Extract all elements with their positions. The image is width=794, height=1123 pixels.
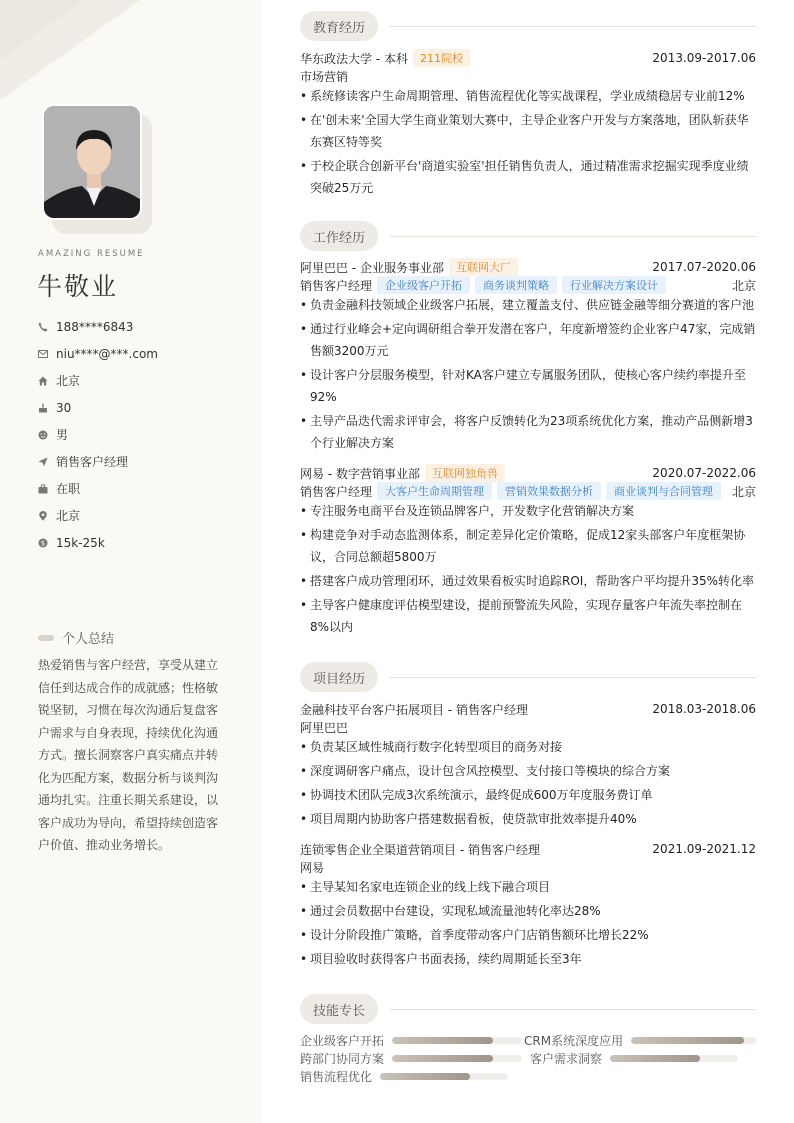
school-name: 华东政法大学 - 本科 — [300, 51, 408, 66]
project-header-row — [300, 700, 756, 718]
work-heading — [300, 221, 756, 251]
salary-text: 15k-25k — [56, 535, 105, 550]
list-item: • 主导某知名家电连锁企业的线上线下融合项目 — [300, 876, 756, 898]
project-company-row — [300, 718, 756, 736]
education-title: 教育经历 — [300, 11, 378, 41]
list-item: • 深度调研客户痛点，设计包含风控模型、支付接口等模块的综合方案 — [300, 760, 756, 782]
info-age — [38, 394, 248, 421]
project-company: 阿里巴巴 — [300, 720, 349, 735]
info-position — [38, 448, 248, 475]
skill-tag: 行业解决方案设计 — [562, 276, 666, 294]
job-company: 网易 - 数字营销事业部 — [300, 466, 420, 481]
portrait-image — [44, 106, 142, 220]
list-item: • 搭建客户成功管理闭环，通过效果看板实时追踪ROI，帮助客户平均提升35%转化率 — [300, 570, 756, 592]
section-divider — [390, 26, 756, 27]
project-header-row — [300, 840, 756, 858]
skill-item — [530, 1050, 738, 1066]
avatar — [42, 104, 142, 220]
corner-decoration-inner — [0, 0, 84, 60]
summary-title: 个人总结 — [62, 632, 115, 647]
info-salary — [38, 529, 248, 556]
avatar-photo — [42, 104, 142, 220]
skill-name: CRM系统深度应用 — [524, 1033, 624, 1048]
list-item: • 专注服务电商平台及连锁品牌客户，开发数字化营销解决方案 — [300, 500, 756, 522]
list-item: • 设计分阶段推广策略，首季度带动客户门店销售额环比增长22% — [300, 924, 756, 946]
project-bullets — [300, 736, 756, 832]
face-icon — [38, 430, 56, 440]
skill-name: 销售流程优化 — [300, 1069, 373, 1084]
section-divider — [390, 677, 756, 678]
job-header-row — [300, 464, 756, 482]
section-divider — [390, 1009, 756, 1010]
skills-heading — [300, 994, 756, 1024]
skill-bar — [631, 1037, 757, 1044]
list-item: • 于校企联合创新平台'商道实验室'担任销售负责人，通过精准需求挖掘实现季度业绩突破25万元 — [300, 155, 756, 199]
project-name: 金融科技平台客户拓展项目 - 销售客户经理 — [300, 702, 528, 717]
summary-bar-decoration — [38, 635, 54, 641]
job-role: 销售客户经理 — [300, 278, 373, 293]
skill-bar-fill — [631, 1037, 744, 1044]
projects-title: 项目经历 — [300, 662, 378, 692]
list-item: • 设计客户分层服务模型，针对KA客户建立专属服务团队，使核心客户续约率提升至92% — [300, 364, 756, 408]
major-row — [300, 67, 756, 85]
skill-item — [524, 1032, 757, 1048]
list-item: • 在'创未来'全国大学生商业策划大赛中，主导企业客户开发与方案落地，团队斩获华东赛区特等奖 — [300, 109, 756, 153]
job-tag: 互联网独角兽 — [425, 464, 505, 482]
mail-icon — [38, 349, 56, 359]
section-divider — [390, 236, 756, 237]
summary-text: 热爱销售与客户经营，享受从建立信任到达成合作的成就感；性格敏锐坚韧，习惯在每次沟通后复盘客户需求与自身表现，持续优化沟通方式。擅长洞察客户真实痛点并转化为匹配方案，数据分析与谈判沟通均扎实。注重长期关系建设，以客户成功为导向，希望持续创造客户价值、推动业务增长。 — [38, 658, 219, 852]
project-name: 连锁零售企业全渠道营销项目 - 销售客户经理 — [300, 842, 540, 857]
skill-name: 跨部门协同方案 — [300, 1051, 385, 1066]
briefcase-icon — [38, 484, 56, 494]
list-item: • 负责某区域性城商行数字化转型项目的商务对接 — [300, 736, 756, 758]
gender-text: 男 — [56, 428, 69, 442]
job-role-row — [300, 276, 756, 294]
home-icon — [38, 376, 56, 386]
skill-bar-fill — [392, 1055, 493, 1062]
skills-title: 技能专长 — [300, 994, 378, 1024]
education-period: 2013.09-2017.06 — [652, 51, 756, 65]
list-item: • 构建竞争对手动态监测体系，制定差异化定价策略，促成12家头部客户年度框架协议，合同总额超5800万 — [300, 524, 756, 568]
list-item: • 通过会员数据中台建设，实现私域流量池转化率达28% — [300, 900, 756, 922]
info-email — [38, 340, 248, 367]
education-heading — [300, 11, 756, 41]
resume-tagline: AMAZING RESUME — [38, 249, 145, 259]
info-phone — [38, 313, 248, 340]
info-gender — [38, 421, 248, 448]
skill-tag: 企业级客户开拓 — [377, 276, 470, 294]
project-period: 2018.03-2018.06 — [652, 702, 756, 716]
project-period: 2021.09-2021.12 — [652, 842, 756, 856]
svg-text:$: $ — [40, 539, 46, 547]
phone-icon — [38, 322, 56, 332]
job-period: 2017.07-2020.06 — [652, 260, 756, 274]
major-name: 市场营销 — [300, 69, 349, 84]
list-item: • 项目验收时获得客户书面表扬，续约周期延长至3年 — [300, 948, 756, 970]
job-role-row — [300, 482, 756, 500]
list-item: • 主导客户健康度评估模型建设，提前预警流失风险，实现存量客户年流失率控制在8%以内 — [300, 594, 756, 638]
summary-heading — [38, 628, 114, 647]
job-role: 销售客户经理 — [300, 484, 373, 499]
candidate-name: 牛敬业 — [37, 272, 119, 301]
project-bullets — [300, 876, 756, 972]
email-text: niu****@***.com — [56, 346, 158, 361]
job-company: 阿里巴巴 - 企业服务事业部 — [300, 260, 444, 275]
send-icon — [38, 457, 56, 467]
skill-bar-fill — [392, 1037, 493, 1044]
contact-info — [38, 313, 248, 556]
skill-bar-fill — [610, 1055, 700, 1062]
skill-item — [300, 1050, 522, 1066]
work-title: 工作经历 — [300, 221, 378, 251]
list-item: • 主导产品迭代需求评审会，将客户反馈转化为23项系统优化方案，推动产品侧新增3个行业解决方案 — [300, 410, 756, 454]
skill-bar-fill — [380, 1073, 470, 1080]
job-city: 北京 — [731, 484, 756, 499]
cake-icon — [38, 403, 56, 413]
job-tag: 互联网大厂 — [449, 258, 518, 276]
list-item: • 系统修读客户生命周期管理、销售流程优化等实战课程，学业成绩稳居专业前12% — [300, 85, 756, 107]
skill-bar — [392, 1037, 522, 1044]
skill-bar — [380, 1073, 508, 1080]
skill-name: 企业级客户开拓 — [300, 1033, 385, 1048]
job-bullets — [300, 500, 756, 640]
project-company: 网易 — [300, 860, 325, 875]
skill-tag: 商业谈判与合同管理 — [606, 482, 721, 500]
info-location — [38, 367, 248, 394]
location-text: 北京 — [56, 374, 81, 388]
location-pin-icon — [38, 511, 56, 521]
job-bullets — [300, 294, 756, 456]
skill-tag: 营销效果数据分析 — [497, 482, 601, 500]
list-item: • 协调技术团队完成3次系统演示，最终促成600万年度服务费订单 — [300, 784, 756, 806]
skill-tag: 商务谈判策略 — [475, 276, 557, 294]
phone-text: 188****6843 — [56, 319, 134, 334]
list-item: • 负责金融科技领域企业级客户拓展，建立覆盖支付、供应链金融等细分赛道的客户池 — [300, 294, 756, 316]
coin-icon — [38, 538, 56, 548]
list-item: • 项目周期内协助客户搭建数据看板，使贷款审批效率提升40% — [300, 808, 756, 830]
job-period: 2020.07-2022.06 — [652, 466, 756, 480]
position-text: 销售客户经理 — [56, 455, 129, 469]
job-header-row — [300, 258, 756, 276]
projects-heading — [300, 662, 756, 692]
school-tag: 211院校 — [413, 49, 470, 67]
education-bullets — [300, 85, 756, 201]
target-city-text: 北京 — [56, 509, 81, 523]
education-row — [300, 49, 756, 67]
skill-name: 客户需求洞察 — [530, 1051, 603, 1066]
skill-item — [300, 1068, 508, 1084]
status-text: 在职 — [56, 482, 81, 496]
skill-tag: 大客户生命周期管理 — [377, 482, 492, 500]
job-city: 北京 — [731, 278, 756, 293]
skill-bar — [392, 1055, 522, 1062]
list-item: • 通过行业峰会+定向调研组合拳开发潜在客户，年度新增签约企业客户47家，完成销售额3200万元 — [300, 318, 756, 362]
sidebar — [0, 0, 262, 1123]
skill-bar — [610, 1055, 738, 1062]
skill-item — [300, 1032, 522, 1048]
project-company-row — [300, 858, 756, 876]
age-text: 30 — [56, 400, 72, 415]
info-target-city — [38, 502, 248, 529]
info-status — [38, 475, 248, 502]
